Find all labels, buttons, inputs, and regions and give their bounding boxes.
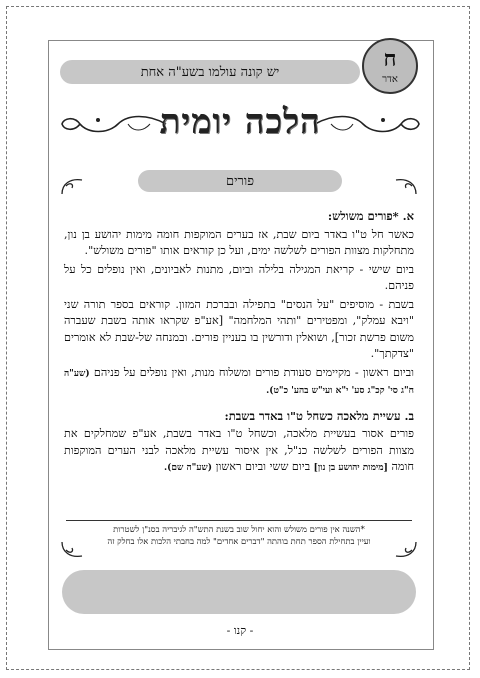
paragraph-text: וביום ראשון - מקיימים סעודת פורים ומשלוח מנות, ואין נופלים על פניהם [93, 365, 414, 379]
source-reference: (שע"ה שם). [163, 463, 213, 473]
header-motto-text: יש קונה עולמו בשע"ה אחת [140, 65, 280, 80]
footnote-separator [66, 520, 412, 521]
source-reference: (שע"ה ח"ג סי' קכ"ג סע' י"א ועי"ש בהע' כ"ט). [64, 368, 414, 396]
paragraph [64, 426, 414, 477]
section-heading: ב. עשיית מלאכה כשחל ט"ו באדר בשבת: [224, 408, 414, 423]
corner-ornament-top-left [60, 176, 86, 196]
footnote-line: ועיין בתחילת הספר תחת בוהתה "דברים אחדים" למה בחבתי הלכות אלו בחלק זה [107, 536, 371, 546]
title-area [55, 100, 425, 144]
paragraph [64, 365, 414, 400]
footnote [66, 523, 412, 547]
section-heading: א. *פורים משולש: [327, 209, 414, 223]
paragraph-tail: ביום ששי וביום ראשון [215, 460, 311, 473]
date-badge-month: אדר [382, 73, 398, 85]
paragraph: כאשר חל ט"ו באדר ביום שבת, אז בערים המוקפות חומה מימות יהושע בן נון, מתחלקות מצוות הפורים לשלשה ימים, ועל כן קוראים אותו "פורים משולש". [64, 227, 414, 257]
footnote-line: *השנה אין פורים משולש והוא יחול שוב בשנת התש"ה לגיבריה בסנ"ן לשטרות [113, 524, 365, 534]
topic-banner [138, 170, 342, 192]
paragraph-text: פורים אסור בעשיית מלאכה, וכשחל ט"ו באדר בשבת, אע"פ שמחלקים את מצוות הפורים לשלשה כנ"ל, אין איסור עשיית מלאכה לבני הערים המוקפות חומה [64, 427, 414, 473]
topic-text: פורים [225, 174, 255, 189]
bottom-banner [62, 570, 416, 614]
date-badge-day: ח [383, 45, 397, 72]
paragraph: ביום שישי - קריאת המגילה בלילה וביום, מתנות לאביונים, ואין נופלים כל על פניהם. [64, 262, 414, 292]
halacha-content [64, 208, 414, 479]
corner-ornament-top-right [392, 176, 418, 196]
paragraph: בשבת - מוסיפים "על הנסים" בתפילה ובברכת המזון. קוראים בספר תורה שני "ויבא עמלק", ומפטירים "ותהי המלחמה" [אע"פ שקראו אותה בשבת שעברה משום פרשת זכור], ושואלין ודורשין בו בעניין פורים. ובמנחה של-שבת לא אומרים "צדקתך". [64, 297, 414, 360]
date-badge [362, 38, 418, 94]
page-number: - קנו - [226, 624, 254, 637]
inline-reference: [מימות יהושע בן נון] [313, 463, 388, 473]
page-title: הלכה יומית [159, 102, 321, 142]
header-motto [60, 60, 360, 84]
